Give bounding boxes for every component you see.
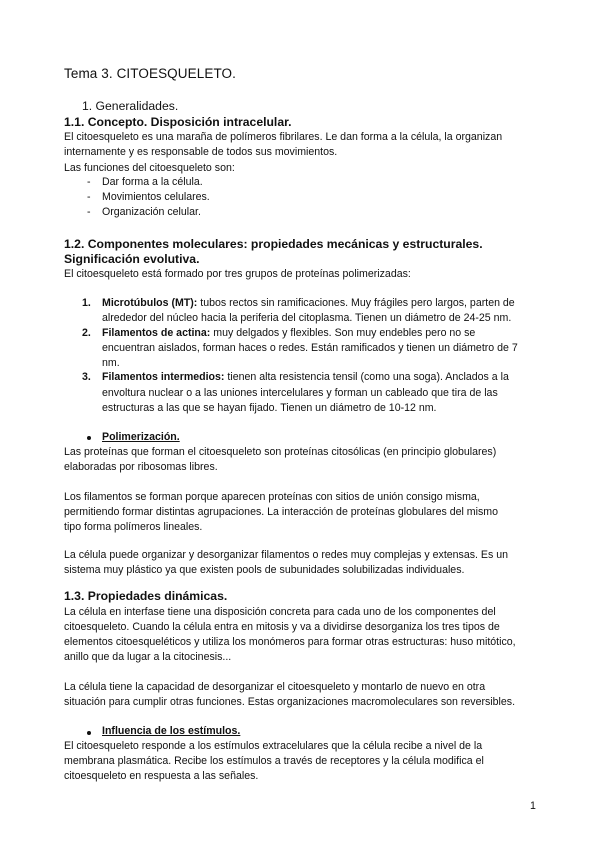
poly-para2-line1: Los filamentos se forman porque aparecen proteínas con sitios de unión consigo misma, [64,491,480,503]
functions-intro: Las funciones del citoesqueleto son: [64,162,235,174]
stimuli-heading: Influencia de los estímulos. [102,725,241,737]
dynamic-para1-line1: La célula en interfase tiene una disposición concreta para cada uno de los componentes del [64,606,496,618]
dash-bullet: - [87,191,91,203]
list-number: 3. [82,371,91,383]
poly-para1-line2: elaboradas por ribosomas libres. [64,461,218,473]
component-term: Filamentos de actina: [102,327,211,339]
section-1-1-heading: 1.1. Concepto. Disposición intracelular. [64,115,292,129]
component-item-line1 [102,326,542,341]
poly-para2-line2: permitiendo formar distintas agrupaciones. La interacción de proteínas globulares del mismo [64,506,498,518]
page-number: 1 [530,800,536,812]
dash-bullet: - [87,176,91,188]
section-1-heading: 1. Generalidades. [82,99,179,113]
concept-para-line2: internamente y es responsable de todos sus movimientos. [64,146,338,158]
component-term: Microtúbulos (MT): [102,297,198,309]
function-item: Organización celular. [102,206,201,218]
function-item: Movimientos celulares. [102,191,210,203]
stimuli-para-line3: citoesqueleto en respuesta a las señales. [64,770,259,782]
poly-para3-line2: sistema muy plástico ya que existen pools de subunidades solubilizadas individuales. [64,564,465,576]
dynamic-para2-line2: situación para cumplir otras funciones. Estas organizaciones macromoleculares son reversibles. [64,696,516,708]
bullet-dot [87,436,91,440]
poly-para2-line3: tipo forma polímeros lineales. [64,521,203,533]
component-desc: tubos rectos sin ramificaciones. Muy frágiles pero largos, parten de [197,297,515,309]
poly-para1-line1: Las proteínas que forman el citoesqueleto son proteínas citosólicas (en principio globulares) [64,446,497,458]
dynamic-para1-line4: anillo que da lugar a la citocinesis... [64,651,232,663]
component-desc: muy delgados y flexibles. Son muy endebles pero no se [210,327,476,339]
component-desc: tienen alta resistencia tensil (como una soga). Anclados a la [224,371,509,383]
list-number: 1. [82,297,91,309]
section-1-2-heading-line2: Significación evolutiva. [64,252,200,266]
concept-para-line1: El citoesqueleto es una maraña de polímeros fibrilares. Le dan forma a la célula, la organizan [64,131,503,143]
component-item-line2: alrededor del núcleo hacia la periferia del citoplasma. Tienen un diámetro de 24-25 nm. [102,312,512,324]
list-number: 2. [82,327,91,339]
dynamic-para1-line2: citoesqueleto. Cuando la célula entra en mitosis y va a dividirse desorganiza los tres tipos de [64,621,500,633]
component-item-line3: estructuras a las que se hayan fijado. Tienen un diámetro de 10-12 nm. [102,402,437,414]
component-item-line2: envoltura nuclear o a las uniones intercelulares y forman un cableado que tira de las [102,387,498,399]
component-item-line1 [102,370,542,385]
components-intro: El citoesqueleto está formado por tres grupos de proteínas polimerizadas: [64,268,411,280]
dynamic-para2-line1: La célula tiene la capacidad de desorganizar el citoesqueleto y montarlo de nuevo en otra [64,681,486,693]
page-title: Tema 3. CITOESQUELETO. [64,66,237,81]
section-1-2-heading-line1: 1.2. Componentes moleculares: propiedades mecánicas y estructurales. [64,237,483,251]
dynamic-para1-line3: elementos citoesqueléticos y utiliza los monómeros para formar otras estructuras: huso mitótico, [64,636,516,648]
polymerization-heading: Polimerización. [102,431,180,443]
component-item-line2: encuentran aislados, forman haces o redes. Están ramificados y tienen un diámetro de 7 [102,342,518,354]
component-item-line1 [102,296,542,311]
component-term: Filamentos intermedios: [102,371,225,383]
poly-para3-line1: La célula puede organizar y desorganizar filamentos o redes muy complejas y extensas. Es un [64,549,509,561]
component-item-line3: nm. [102,357,120,369]
stimuli-para-line1: El citoesqueleto responde a los estímulos extracelulares que la célula recibe a nivel de la [64,740,483,752]
section-1-3-heading: 1.3. Propiedades dinámicas. [64,589,228,603]
dash-bullet: - [87,206,91,218]
bullet-dot [87,731,91,735]
function-item: Dar forma a la célula. [102,176,203,188]
stimuli-para-line2: membrana plasmática. Recibe los estímulos a través de receptores y la célula modifica el [64,755,484,767]
